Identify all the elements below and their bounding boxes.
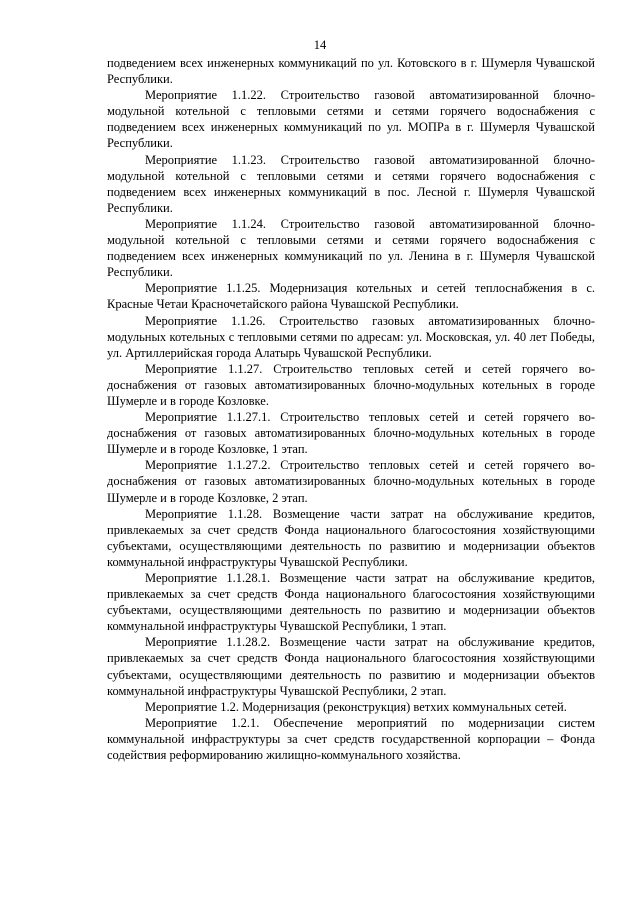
- paragraph-measure-1-1-23: Мероприятие 1.1.23. Строительство газовой автоматизированной блочно-модульной котельной с тепловыми сетями и сетями горячего водоснабжения с подведением всех инженерных коммуникаций в пос. Лесной г. Шумерля Чувашской Республики.: [107, 152, 595, 215]
- paragraph-measure-1-1-28: Мероприятие 1.1.28. Возмещение части затрат на обслуживание кредитов, привлекаемых за счет средств Фонда национального благосостояния хозяйствующими субъектами, осуществляющими деятельность по развитию и модернизации объектов коммунальной инфраструктуры Чувашской Республики.: [107, 506, 595, 569]
- paragraph-measure-1-1-24: Мероприятие 1.1.24. Строительство газовой автоматизированной блочно-модульной котельной с тепловыми сетями и сетями горячего водоснабжения с подведением всех инженерных коммуникаций по ул. Ленина в г. Шумерля Чувашской Республики.: [107, 216, 595, 280]
- paragraph-measure-1-1-28-2: Мероприятие 1.1.28.2. Возмещение части затрат на обслуживание кредитов, привлекаемых за счет средств Фонда национального благосостояния хозяйствующими субъектами, осуществляющими деятельность по развитию и модернизации объектов коммунальной инфраструктуры Чувашской Республики, 2 этап.: [107, 635, 595, 698]
- paragraph-measure-1-1-25: Мероприятие 1.1.25. Модернизация котельных и сетей теплоснабжения в с. Красные Четаи Красночетайского района Чувашской Республики.: [107, 281, 595, 312]
- document-body: [107, 55, 595, 763]
- paragraph-continuation: подведением всех инженерных коммуникаций по ул. Котовского в г. Шумерля Чувашской Республики.: [107, 56, 595, 87]
- paragraph-measure-1-1-26: Мероприятие 1.1.26. Строительство газовых автоматизированных блочно-модульных котельных с тепловыми сетями по адресам: ул. Московская, ул. 40 лет Победы, ул. Артиллерийская города Алатырь Чувашской Республики.: [107, 313, 595, 360]
- paragraph-measure-1-1-27-2: Мероприятие 1.1.27.2. Строительство тепловых сетей и сетей горячего водоснабжения от газовых автоматизированных блочно-модульных котельных в городе Шумерле и в городе Козловке, 2 этап.: [107, 458, 595, 505]
- page-number: 14: [313, 38, 327, 52]
- paragraph-measure-1-2: Мероприятие 1.2. Модернизация (реконструкция) ветхих коммунальных сетей.: [145, 699, 567, 714]
- paragraph-measure-1-1-27-1: Мероприятие 1.1.27.1. Строительство тепловых сетей и сетей горячего водоснабжения от газовых автоматизированных блочно-модульных котельных в городе Шумерле и в городе Козловке, 1 этап.: [107, 410, 595, 457]
- paragraph-measure-1-1-22: Мероприятие 1.1.22. Строительство газовой автоматизированной блочно-модульной котельной с тепловыми сетями и сетями горячего водоснабжения с подведением всех инженерных коммуникаций по ул. МОПРа в г. Шумерля Чувашской Республики.: [107, 88, 595, 151]
- paragraph-measure-1-2-1: Мероприятие 1.2.1. Обеспечение мероприятий по модернизации систем коммунальной инфраструктуры за счет средств государственной корпорации – Фонда содействия реформированию жилищно-коммунального хозяйства.: [107, 715, 595, 763]
- paragraph-measure-1-1-27: Мероприятие 1.1.27. Строительство тепловых сетей и сетей горячего водоснабжения от газовых автоматизированных блочно-модульных котельных в городе Шумерле и в городе Козловке.: [107, 361, 595, 408]
- paragraph-measure-1-1-28-1: Мероприятие 1.1.28.1. Возмещение части затрат на обслуживание кредитов, привлекаемых за счет средств Фонда национального благосостояния хозяйствующими субъектами, осуществляющими деятельность по развитию и модернизации объектов коммунальной инфраструктуры Чувашской Республики, 1 этап.: [107, 571, 595, 634]
